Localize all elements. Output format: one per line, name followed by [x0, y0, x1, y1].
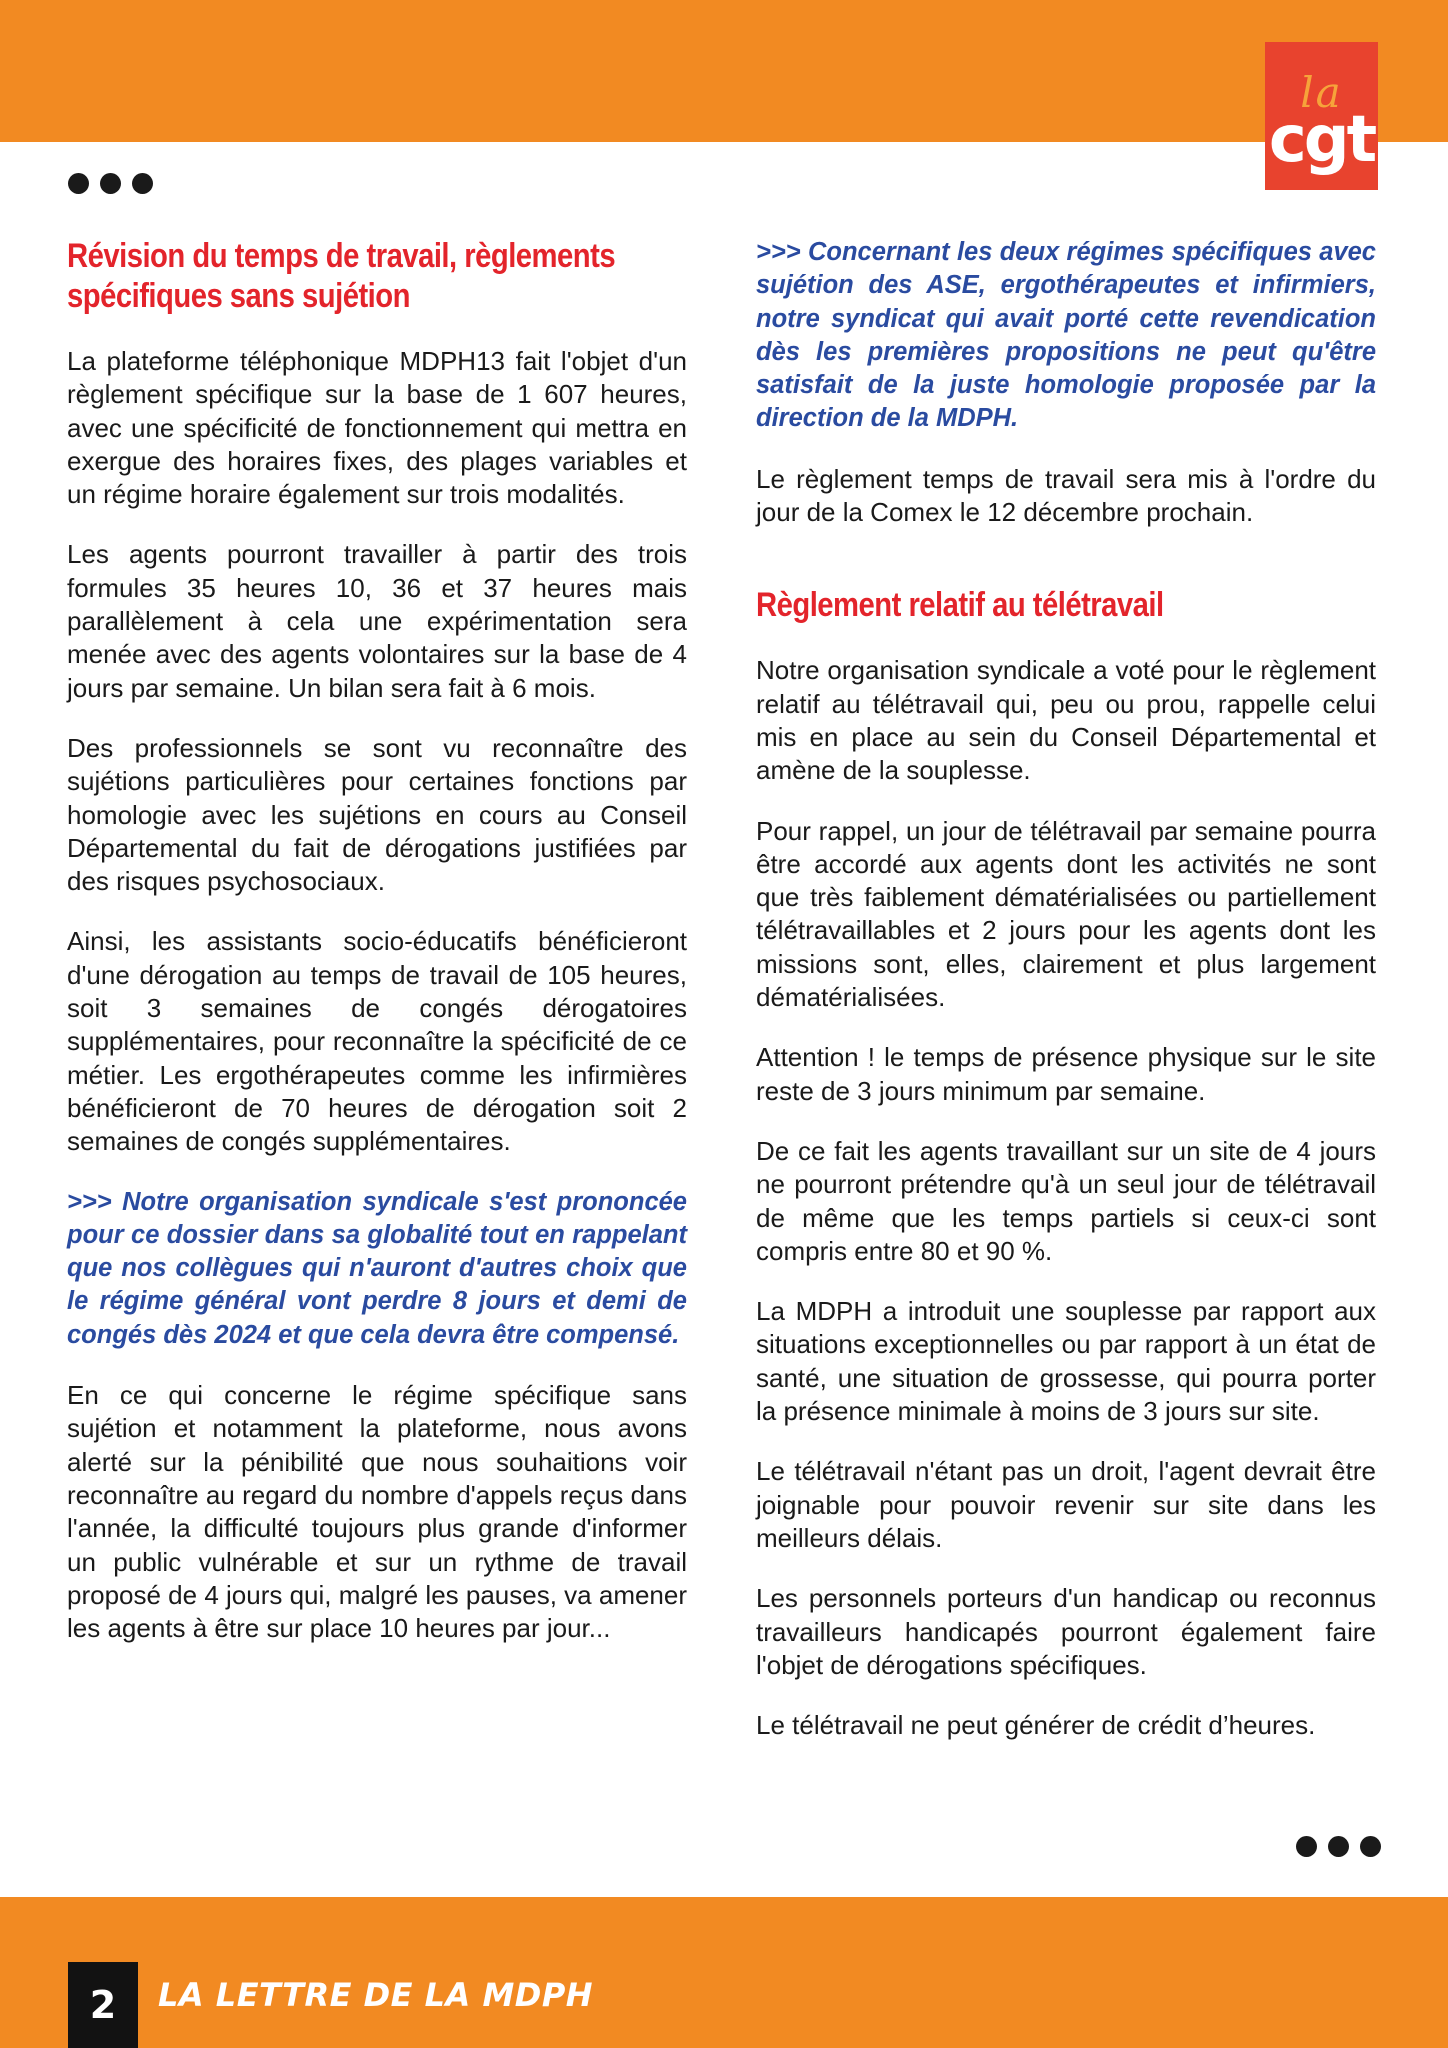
- paragraph: De ce fait les agents travaillant sur un site de 4 jours ne pourront prétendre qu'à un seul jour de télétravail de même que les temps partiels si ceux-ci sont compris entre 80 et 90 %.: [756, 1135, 1376, 1266]
- paragraph: La MDPH a introduit une souplesse par rapport aux situations exceptionnelles ou par rapport à un état de santé, une situation de grossesse, qui pourra porter la présence minimale à moins de 3 jours sur site.: [756, 1296, 1376, 1427]
- header-band: [0, 0, 1448, 142]
- logo-la-text: la: [1300, 68, 1343, 117]
- section-heading-teletravail: Règlement relatif au télétravail: [756, 586, 1164, 625]
- paragraph: Le règlement temps de travail sera mis à l'ordre du jour de la Comex le 12 décembre prochain.: [756, 463, 1376, 528]
- footer-band: [0, 1897, 1448, 2048]
- cgt-logo: [1265, 42, 1378, 190]
- decorative-dots-top: [68, 173, 153, 194]
- newsletter-title: LA LETTRE DE LA MDPH: [158, 1976, 594, 2014]
- union-note: >>> Notre organisation syndicale s'est prononcée pour ce dossier dans sa globalité tout en rappelant que nos collègues qui n'auront d'autres choix que le régime général vont perdre 8 jours et demi de congés dès 2024 et que cela devra être compensé.: [67, 1187, 687, 1349]
- union-note: >>> Concernant les deux régimes spécifiques avec sujétion des ASE, ergothérapeutes et infirmiers, notre syndicat qui avait porté cette revendication dès les premières propositions ne peut qu'être satisfait de la juste homologie proposée par la direction de la MDPH.: [756, 238, 1376, 433]
- logo-cgt-text: cgt: [1268, 103, 1375, 177]
- right-column: [756, 236, 1376, 1742]
- paragraph: Les personnels porteurs d'un handicap ou reconnus travailleurs handicapés pourront également faire l'objet de dérogations spécifiques.: [756, 1583, 1376, 1680]
- paragraph: Ainsi, les assistants socio-éducatifs bénéficieront d'une dérogation au temps de travail de 105 heures, soit 3 semaines de congés dérogatoires supplémentaires, pour reconnaître la spécificité de ce métier. Les ergothérapeutes comme les infirmières bénéficieront de 70 heures de dérogation soit 2 semaines de congés supplémentaires.: [67, 926, 687, 1157]
- paragraph: Attention ! le temps de présence physique sur le site reste de 3 jours minimum par semaine.: [756, 1042, 1376, 1106]
- paragraph: La plateforme téléphonique MDPH13 fait l'objet d'un règlement spécifique sur la base de 1 607 heures, avec une spécificité de fonctionnement qui mettra en exergue des horaires fixes, des plages variables et un régime horaire également sur trois modalités.: [67, 346, 687, 510]
- paragraph: En ce qui concerne le régime spécifique sans sujétion et notamment la plateforme, nous avons alerté sur la pénibilité que nous souhaitions voir reconnaître au regard du nombre d'appels reçus dans l'année, la difficulté toujours plus grande d'informer un public vulnérable et sur un rythme de travail proposé de 4 jours qui, malgré les pauses, va amener les agents à être sur place 10 heures par jour...: [67, 1380, 688, 1644]
- left-column: [67, 236, 687, 1645]
- section-heading-temps-de-travail: Révision du temps de travail, règlements spécifiques sans sujétion: [67, 237, 616, 315]
- paragraph: Le télétravail ne peut générer de crédit d’heures.: [756, 1710, 1316, 1741]
- page-number: 2: [68, 1962, 138, 2048]
- paragraph: Le télétravail n'étant pas un droit, l'agent devrait être joignable pour pouvoir revenir sur site dans les meilleurs délais.: [756, 1456, 1376, 1553]
- paragraph: Des professionnels se sont vu reconnaître des sujétions particulières pour certaines fonctions par homologie avec les sujétions en cours au Conseil Départemental du fait de dérogations justifiées par des risques psychosociaux.: [67, 732, 687, 897]
- paragraph: Pour rappel, un jour de télétravail par semaine pourra être accordé aux agents dont les activités ne sont que très faiblement dématérialisées ou partiellement télétravaillables et 2 jours pour les agents dont les missions sont, elles, clairement et plus largement dématérialisées.: [756, 815, 1376, 1013]
- paragraph: Notre organisation syndicale a voté pour le règlement relatif au télétravail qui, peu ou prou, rappelle celui mis en place au sein du Conseil Départemental et amène de la souplesse.: [756, 655, 1376, 786]
- decorative-dots-bottom: [1296, 1836, 1381, 1857]
- paragraph: Les agents pourront travailler à partir des trois formules 35 heures 10, 36 et 37 heures mais parallèlement à cela une expérimentation sera menée avec des agents volontaires sur la base de 4 jours par semaine. Un bilan sera fait à 6 mois.: [67, 539, 687, 703]
